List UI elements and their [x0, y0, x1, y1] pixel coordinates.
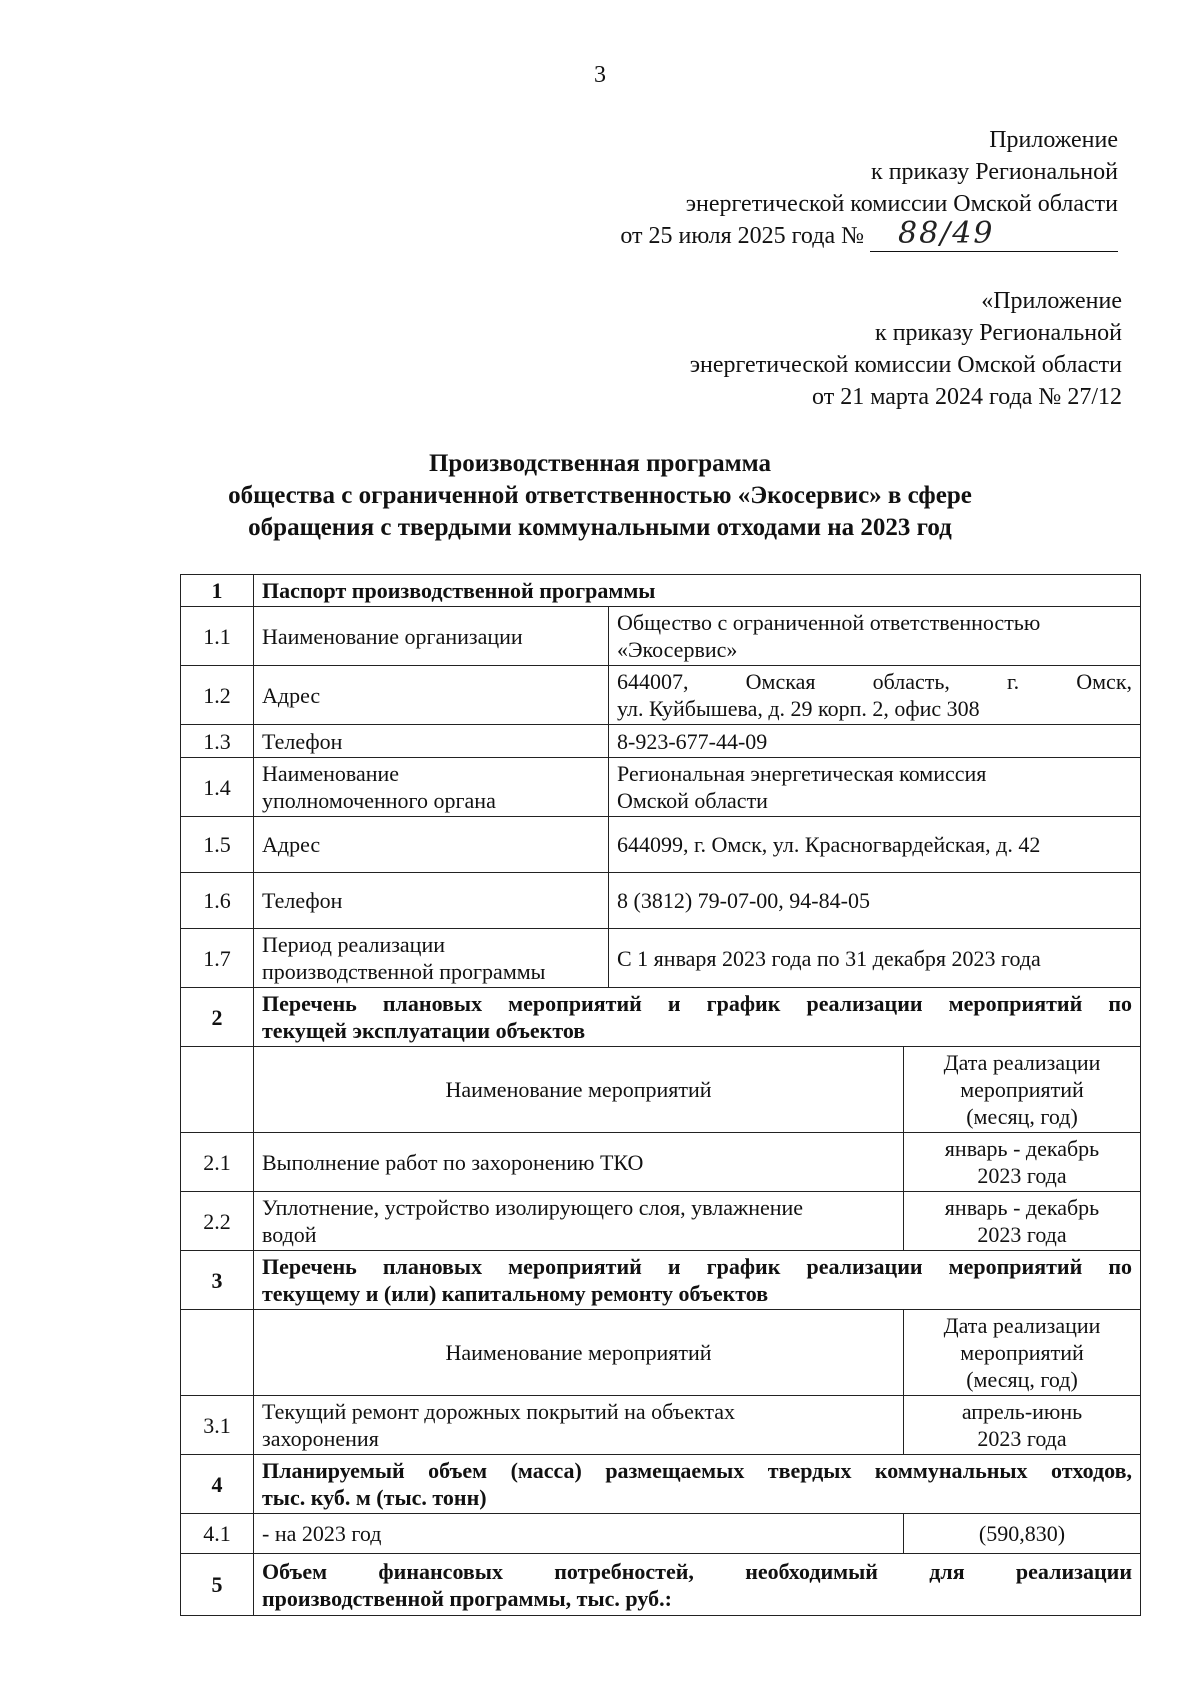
activity-name: [254, 1192, 904, 1251]
table-row: [181, 1396, 1141, 1455]
title-line: Перечень плановых мероприятий и график реализации мероприятий по: [262, 1254, 1133, 1279]
handwritten-order-number: 88/49: [898, 216, 995, 251]
row-number: 2.2: [181, 1192, 254, 1251]
table-row: [181, 873, 1141, 929]
table-row: [181, 758, 1141, 817]
value-line: ул. Куйбышева, д. 29 корп. 2, офис 308: [617, 696, 980, 721]
section-row: [181, 575, 1141, 607]
row-number: 3.1: [181, 1396, 254, 1455]
header-line: (месяц, год): [966, 1104, 1078, 1129]
table-row: [181, 725, 1141, 758]
section-title: [254, 1251, 1141, 1310]
name-line: захоронения: [262, 1426, 379, 1451]
value-line: Общество с ограниченной ответственностью: [617, 610, 1041, 635]
title-line: Объем финансовых потребностей, необходимый для реализации: [262, 1558, 1133, 1584]
title-line: Планируемый объем (масса) размещаемых твердых коммунальных отходов,: [262, 1458, 1133, 1483]
title-line: производственной программы, тыс. руб.:: [262, 1585, 672, 1611]
empty-cell: [181, 1047, 254, 1133]
title-line: текущей эксплуатации объектов: [262, 1018, 586, 1043]
column-header-date: [904, 1310, 1141, 1396]
row-label: Адрес: [254, 666, 609, 725]
row-label: Телефон: [254, 725, 609, 758]
original-appendix-line: «Приложение: [981, 288, 1122, 314]
table-row: [181, 929, 1141, 988]
value-line: 644007, Омская область, г. Омск,: [617, 669, 1133, 694]
appendix-date: от 25 июля 2025 года №: [620, 223, 864, 249]
table-row: [181, 666, 1141, 725]
activity-date: [904, 1396, 1141, 1455]
row-number: 1.5: [181, 817, 254, 873]
column-header-name: Наименование мероприятий: [254, 1047, 904, 1133]
value-line: Омской области: [617, 788, 768, 813]
section-number: 1: [181, 575, 254, 607]
title-line: общества с ограниченной ответственностью «Экосервис» в сфере: [228, 482, 972, 509]
activity-name: [254, 1396, 904, 1455]
section-number: 3: [181, 1251, 254, 1310]
header-line: мероприятий: [960, 1340, 1084, 1365]
section-number: 5: [181, 1554, 254, 1616]
header-line: (месяц, год): [966, 1367, 1078, 1392]
appendix-line: Приложение: [989, 127, 1118, 153]
row-number: 1.7: [181, 929, 254, 988]
table-row: [181, 607, 1141, 666]
name-line: Уплотнение, устройство изолирующего слоя, увлажнение: [262, 1195, 804, 1220]
label-line: производственной программы: [262, 959, 546, 984]
section-title: [254, 1455, 1141, 1514]
section-number: 4: [181, 1455, 254, 1514]
page-number: 3: [594, 62, 606, 88]
table-row: [181, 817, 1141, 873]
original-appendix-line: энергетической комиссии Омской области: [689, 352, 1122, 378]
row-value: 644099, г. Омск, ул. Красногвардейская, д. 42: [609, 817, 1141, 873]
title-line: Производственная программа: [428, 450, 772, 477]
column-header-name: Наименование мероприятий: [254, 1310, 904, 1396]
appendix-line: энергетической комиссии Омской области: [685, 191, 1118, 217]
column-header-date: [904, 1047, 1141, 1133]
title-line: текущему и (или) капитальному ремонту объектов: [262, 1281, 769, 1306]
header-line: Дата реализации: [943, 1313, 1101, 1338]
row-number: 4.1: [181, 1514, 254, 1554]
header-line: Дата реализации: [943, 1050, 1101, 1075]
label-line: Период реализации: [262, 932, 446, 957]
date-line: 2023 года: [977, 1222, 1067, 1247]
label-line: Наименование: [262, 761, 400, 786]
row-number: 1.3: [181, 725, 254, 758]
date-line: апрель-июнь: [961, 1399, 1083, 1424]
original-appendix-line: к приказу Региональной: [875, 320, 1122, 346]
appendix-date-line: [620, 216, 1118, 252]
row-value: [609, 607, 1141, 666]
appendix-header: [620, 124, 1118, 252]
header-row: [181, 1310, 1141, 1396]
activity-name: Выполнение работ по захоронению ТКО: [254, 1133, 904, 1192]
original-appendix-line: от 21 марта 2024 года № 27/12: [812, 384, 1122, 410]
name-line: водой: [262, 1222, 317, 1247]
row-number: 1.6: [181, 873, 254, 929]
table-row: [181, 1133, 1141, 1192]
row-label: Телефон: [254, 873, 609, 929]
row-number: 2.1: [181, 1133, 254, 1192]
program-table: [180, 574, 1141, 1616]
table-row: [181, 1514, 1141, 1554]
section-title: Паспорт производственной программы: [254, 575, 1141, 607]
row-value: С 1 января 2023 года по 31 декабря 2023 года: [609, 929, 1141, 988]
row-number: 1.4: [181, 758, 254, 817]
section-title: [254, 988, 1141, 1047]
section-row: [181, 1251, 1141, 1310]
date-line: январь - декабрь: [944, 1195, 1100, 1220]
activity-date: [904, 1192, 1141, 1251]
section-number: 2: [181, 988, 254, 1047]
row-value: [609, 758, 1141, 817]
document-title: [0, 448, 1200, 544]
header-row: [181, 1047, 1141, 1133]
row-value: (590,830): [904, 1514, 1141, 1554]
table-row: [181, 1192, 1141, 1251]
label-line: уполномоченного органа: [262, 788, 496, 813]
row-label: [254, 758, 609, 817]
row-label: Наименование организации: [254, 607, 609, 666]
date-line: 2023 года: [977, 1163, 1067, 1188]
title-line: обращения с твердыми коммунальными отходами на 2023 год: [248, 514, 952, 541]
row-number: 1.1: [181, 607, 254, 666]
section-row: [181, 1455, 1141, 1514]
row-label: Адрес: [254, 817, 609, 873]
date-line: 2023 года: [977, 1426, 1067, 1451]
row-label: [254, 929, 609, 988]
appendix-line: к приказу Региональной: [871, 159, 1118, 185]
section-row: [181, 1554, 1141, 1616]
name-line: Текущий ремонт дорожных покрытий на объектах: [262, 1399, 735, 1424]
activity-date: [904, 1133, 1141, 1192]
header-line: мероприятий: [960, 1077, 1084, 1102]
row-label: - на 2023 год: [254, 1514, 904, 1554]
row-number: 1.2: [181, 666, 254, 725]
date-line: январь - декабрь: [944, 1136, 1100, 1161]
value-line: Региональная энергетическая комиссия: [617, 761, 987, 786]
section-row: [181, 988, 1141, 1047]
empty-cell: [181, 1310, 254, 1396]
row-value: 8 (3812) 79-07-00, 94-84-05: [609, 873, 1141, 929]
title-line: Перечень плановых мероприятий и график реализации мероприятий по: [262, 991, 1133, 1016]
value-line: «Экосервис»: [617, 637, 738, 662]
row-value: [609, 666, 1141, 725]
order-number-field: [870, 216, 1118, 252]
original-appendix: [690, 285, 1122, 413]
section-title: [254, 1554, 1141, 1616]
title-line: тыс. куб. м (тыс. тонн): [262, 1485, 487, 1510]
row-value: 8-923-677-44-09: [609, 725, 1141, 758]
